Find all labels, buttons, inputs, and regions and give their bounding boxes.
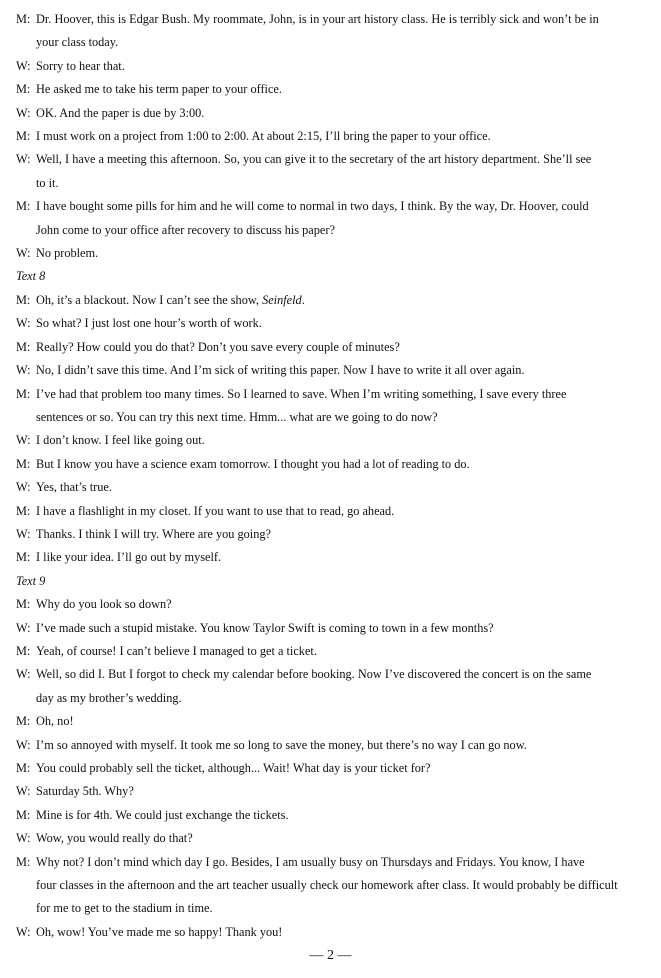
dialogue-text-part: Wow, you would really do that? bbox=[36, 831, 193, 846]
dialogue-text bbox=[36, 289, 647, 312]
dialogue-text bbox=[36, 359, 647, 382]
dialogue-text bbox=[36, 921, 647, 944]
speaker-label: M: bbox=[16, 550, 31, 565]
speaker-label: W: bbox=[16, 433, 31, 448]
dialogue-text-part: Why do you look so down? bbox=[36, 597, 172, 612]
page-number: — 2 — bbox=[309, 948, 352, 963]
speaker-label: W: bbox=[16, 784, 31, 799]
dialogue-text bbox=[36, 148, 647, 171]
speaker-label: M: bbox=[16, 503, 31, 518]
dialogue-text bbox=[36, 640, 647, 663]
speaker-label: M: bbox=[16, 854, 31, 869]
dialogue-line bbox=[16, 617, 647, 640]
dialogue-text bbox=[36, 242, 647, 265]
speaker-label: M: bbox=[16, 12, 31, 26]
speaker-label: W: bbox=[16, 667, 31, 682]
dialogue-line bbox=[16, 125, 647, 148]
dialogue-line bbox=[16, 780, 647, 803]
dialogue-continuation: sentences or so. You can try this next time. Hmm... what are we going to do now? bbox=[36, 409, 438, 424]
dialogue-line bbox=[16, 78, 647, 101]
dialogue-line bbox=[16, 242, 647, 265]
speaker-label: W: bbox=[16, 58, 31, 73]
dialogue-text bbox=[36, 523, 647, 546]
dialogue-line bbox=[16, 102, 647, 125]
dialogue-line bbox=[16, 383, 647, 406]
dialogue-line bbox=[16, 921, 647, 944]
dialogue-text bbox=[36, 546, 647, 569]
dialogue-text bbox=[36, 734, 647, 757]
speaker-label: M: bbox=[16, 714, 31, 729]
dialogue-text bbox=[36, 55, 647, 78]
dialogue-text-part: Well, so did I. But I forgot to check my calendar before booking. Now I’ve discovered the concert is on the same bbox=[36, 667, 592, 682]
speaker-label: W: bbox=[16, 246, 31, 261]
speaker-label: M: bbox=[16, 456, 31, 471]
dialogue-text-part: Why not? I don’t mind which day I go. Besides, I am usually busy on Thursdays and Fridays. You know, I have bbox=[36, 854, 585, 869]
dialogue-text-part: Yeah, of course! I can’t believe I managed to get a ticket. bbox=[36, 643, 317, 658]
dialogue-text-part: He asked me to take his term paper to your office. bbox=[36, 82, 282, 97]
dialogue-line bbox=[16, 8, 647, 31]
dialogue-text-part: Dr. Hoover, this is Edgar Bush. My roommate, John, is in your art history class. He is terribly sick and won’t be in bbox=[36, 12, 599, 26]
dialogue-text-part: I’ve made such a stupid mistake. You know Taylor Swift is coming to town in a few months? bbox=[36, 620, 494, 635]
dialogue-text-part: Thanks. I think I will try. Where are you going? bbox=[36, 526, 271, 541]
speaker-label: M: bbox=[16, 339, 31, 354]
dialogue-line bbox=[16, 710, 647, 733]
dialogue-text-part: Oh, it’s a blackout. Now I can’t see the show, bbox=[36, 292, 263, 307]
dialogue-line bbox=[16, 546, 647, 569]
dialogue-line bbox=[16, 757, 647, 780]
dialogue-text bbox=[36, 429, 647, 452]
dialogue-line bbox=[16, 312, 647, 335]
dialogue-line bbox=[16, 851, 647, 874]
dialogue-text-part: Sorry to hear that. bbox=[36, 58, 125, 73]
dialogue-text bbox=[36, 757, 647, 780]
dialogue-line bbox=[16, 195, 647, 218]
section-heading: Text 9 bbox=[16, 573, 46, 588]
dialogue-line bbox=[16, 663, 647, 686]
speaker-label: W: bbox=[16, 152, 31, 167]
dialogue-text bbox=[36, 827, 647, 850]
dialogue-line bbox=[16, 476, 647, 499]
speaker-label: M: bbox=[16, 129, 31, 144]
speaker-label: W: bbox=[16, 620, 31, 635]
dialogue-continuation: John come to your office after recovery to discuss his paper? bbox=[36, 222, 335, 237]
dialogue-text bbox=[36, 8, 647, 31]
speaker-label: W: bbox=[16, 105, 31, 120]
speaker-label: M: bbox=[16, 386, 31, 401]
dialogue-text-part: I like your idea. I’ll go out by myself. bbox=[36, 550, 222, 565]
dialogue-text bbox=[36, 383, 647, 406]
dialogue-continuation: your class today. bbox=[36, 35, 119, 50]
dialogue-line bbox=[16, 593, 647, 616]
dialogue-line bbox=[16, 148, 647, 171]
section-heading: Text 8 bbox=[16, 269, 46, 284]
dialogue-text bbox=[36, 851, 647, 874]
dialogue-text-part: No problem. bbox=[36, 246, 99, 261]
dialogue-text bbox=[36, 312, 647, 335]
dialogue-text-part: You could probably sell the ticket, although... Wait! What day is your ticket for? bbox=[36, 761, 431, 775]
dialogue-text-part: So what? I just lost one hour’s worth of work. bbox=[36, 316, 262, 331]
dialogue-text-part: I’ve had that problem too many times. So I learned to save. When I’m writing something, I save every three bbox=[36, 386, 567, 401]
dialogue-text-part: I have a flashlight in my closet. If you want to use that to read, go ahead. bbox=[36, 503, 395, 518]
speaker-label: W: bbox=[16, 316, 31, 331]
speaker-label: M: bbox=[16, 292, 31, 307]
dialogue-text bbox=[36, 500, 647, 523]
dialogue-text bbox=[36, 663, 647, 686]
dialogue-text-part: I must work on a project from 1:00 to 2:00. At about 2:15, I’ll bring the paper to your office. bbox=[36, 129, 491, 144]
dialogue-text bbox=[36, 593, 647, 616]
dialogue-line bbox=[16, 55, 647, 78]
dialogue-text bbox=[36, 804, 647, 827]
speaker-label: W: bbox=[16, 737, 31, 752]
speaker-label: W: bbox=[16, 480, 31, 495]
dialogue-line bbox=[16, 734, 647, 757]
dialogue-line bbox=[16, 827, 647, 850]
dialogue-text-part: But I know you have a science exam tomorrow. I thought you had a lot of reading to do. bbox=[36, 456, 470, 471]
dialogue-text bbox=[36, 476, 647, 499]
dialogue-text-part: Oh, wow! You’ve made me so happy! Thank you! bbox=[36, 924, 283, 939]
dialogue-text bbox=[36, 125, 647, 148]
dialogue-line bbox=[16, 500, 647, 523]
dialogue-text bbox=[36, 336, 647, 359]
dialogue-text-part: Well, I have a meeting this afternoon. So, you can give it to the secretary of the art history department. She’ll see bbox=[36, 152, 592, 167]
speaker-label: M: bbox=[16, 82, 31, 97]
transcript bbox=[16, 8, 647, 944]
speaker-label: W: bbox=[16, 363, 31, 378]
dialogue-text-part: Really? How could you do that? Don’t you save every couple of minutes? bbox=[36, 339, 400, 354]
dialogue-text-part: Saturday 5th. Why? bbox=[36, 784, 134, 799]
dialogue-text-part: I’m so annoyed with myself. It took me so long to save the money, but there’s no way I can go now. bbox=[36, 737, 527, 752]
dialogue-text bbox=[36, 710, 647, 733]
dialogue-text bbox=[36, 195, 647, 218]
dialogue-line bbox=[16, 640, 647, 663]
dialogue-line bbox=[16, 289, 647, 312]
dialogue-continuation: four classes in the afternoon and the art teacher usually check our homework after class. It would probably be difficult bbox=[36, 878, 618, 893]
dialogue-text-part: I have bought some pills for him and he will come to normal in two days, I think. By the way, Dr. Hoover, could bbox=[36, 199, 589, 214]
dialogue-line bbox=[16, 359, 647, 382]
speaker-label: M: bbox=[16, 807, 31, 822]
dialogue-text bbox=[36, 617, 647, 640]
dialogue-text bbox=[36, 102, 647, 125]
dialogue-line bbox=[16, 336, 647, 359]
dialogue-text-part: Yes, that’s true. bbox=[36, 480, 112, 495]
speaker-label: M: bbox=[16, 597, 31, 612]
dialogue-continuation: to it. bbox=[36, 175, 59, 190]
dialogue-text bbox=[36, 453, 647, 476]
dialogue-text-part: OK. And the paper is due by 3:00. bbox=[36, 105, 205, 120]
dialogue-text-part: No, I didn’t save this time. And I’m sick of writing this paper. Now I have to write it all over again. bbox=[36, 363, 525, 378]
speaker-label: W: bbox=[16, 924, 31, 939]
dialogue-text-part: Mine is for 4th. We could just exchange the tickets. bbox=[36, 807, 289, 822]
dialogue-line bbox=[16, 804, 647, 827]
show-title: Seinfeld bbox=[262, 292, 302, 307]
dialogue-continuation: day as my brother’s wedding. bbox=[36, 690, 182, 705]
speaker-label: W: bbox=[16, 526, 31, 541]
speaker-label: M: bbox=[16, 199, 31, 214]
dialogue-text-part: . bbox=[301, 292, 305, 307]
dialogue-continuation: for me to get to the stadium in time. bbox=[36, 901, 213, 916]
speaker-label: W: bbox=[16, 831, 31, 846]
speaker-label: M: bbox=[16, 761, 31, 775]
dialogue-text-part: I don’t know. I feel like going out. bbox=[36, 433, 205, 448]
dialogue-line bbox=[16, 523, 647, 546]
dialogue-line bbox=[16, 453, 647, 476]
speaker-label: M: bbox=[16, 643, 31, 658]
dialogue-text-part: Oh, no! bbox=[36, 714, 74, 729]
dialogue-text bbox=[36, 780, 647, 803]
dialogue-line bbox=[16, 429, 647, 452]
dialogue-text bbox=[36, 78, 647, 101]
